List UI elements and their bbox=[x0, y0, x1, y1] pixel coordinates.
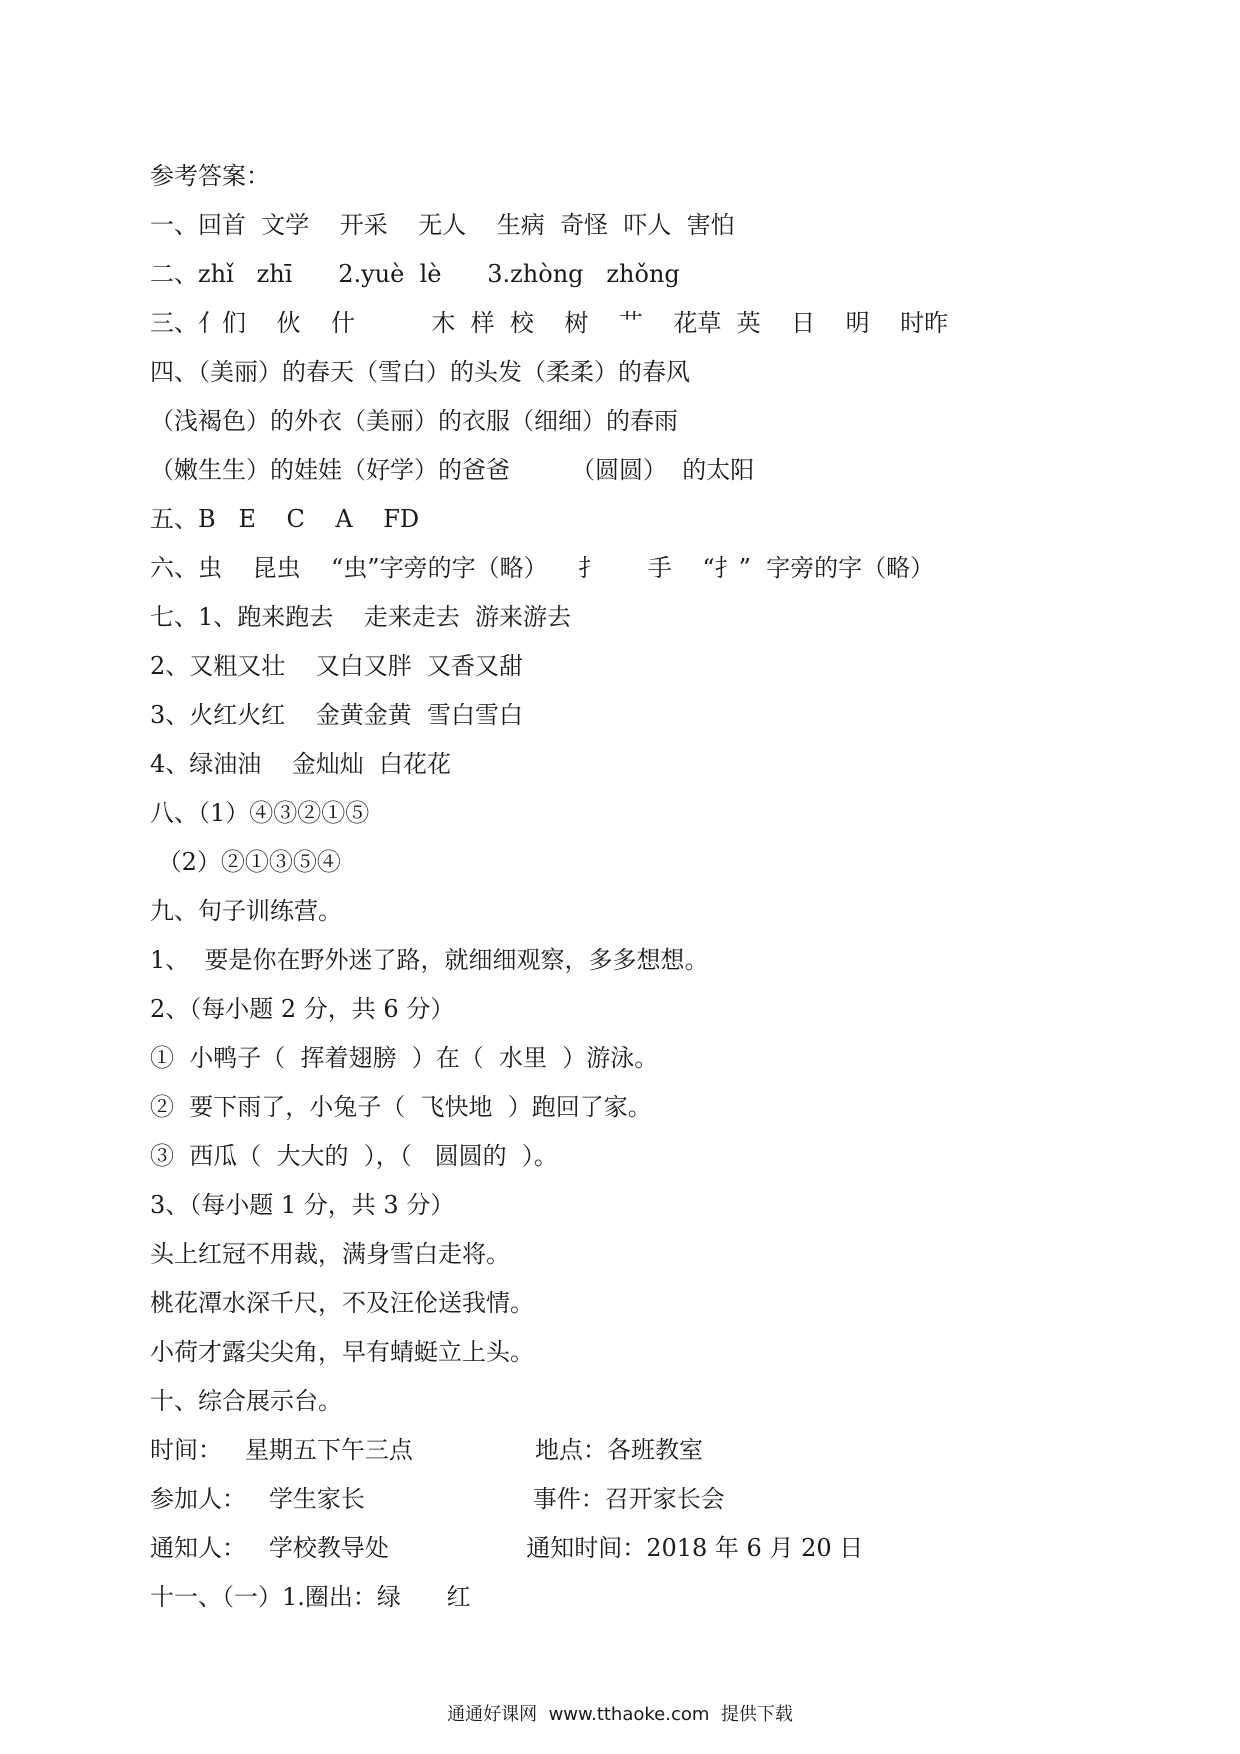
answer-line: 4、绿油油 金灿灿 白花花 bbox=[150, 750, 452, 778]
answer-line: 时间： 星期五下午三点 地点：各班教室 bbox=[150, 1436, 703, 1464]
answer-line: 八、（1）④③②①⑤ bbox=[150, 799, 370, 827]
answer-line: 三、亻们 伙 什 木 样 校 树 艹 花草 英 日 明 时昨 bbox=[150, 309, 949, 337]
answer-line: 1、 要是你在野外迷了路，就细细观察，多多想想。 bbox=[150, 946, 709, 974]
answer-line: 五、B E C A FD bbox=[150, 505, 420, 533]
answer-line: （嫩生生）的娃娃（好学）的爸爸 （圆圆） 的太阳 bbox=[150, 456, 755, 484]
answer-line: ① 小鸭子（ 挥着翅膀 ）在（ 水里 ）游泳。 bbox=[150, 1044, 659, 1072]
answer-line: ③ 西瓜（ 大大的 ），（ 圆圆的 ）。 bbox=[150, 1142, 558, 1170]
answer-line: 一、回首 文学 开采 无人 生病 奇怪 吓人 害怕 bbox=[150, 211, 735, 239]
answer-line: 通知人： 学校教导处 通知时间：2018 年 6 月 20 日 bbox=[150, 1534, 864, 1562]
answer-line: （2）②①③⑤④ bbox=[150, 848, 341, 876]
answer-line: 十、综合展示台。 bbox=[150, 1387, 342, 1415]
answer-line: 四、（美丽）的春天（雪白）的头发（柔柔）的春风 bbox=[150, 358, 690, 386]
answer-line: 六、虫 昆虫 “虫”字旁的字（略） 扌 手 “扌” 字旁的字（略） bbox=[150, 554, 935, 582]
answer-line: 七、1、跑来跑去 走来走去 游来游去 bbox=[150, 603, 572, 631]
answer-line: 十一、（一）1.圈出：绿 红 bbox=[150, 1583, 471, 1611]
answer-line: 参加人： 学生家长 事件：召开家长会 bbox=[150, 1485, 725, 1513]
answer-line: 桃花潭水深千尺，不及汪伦送我情。 bbox=[150, 1289, 534, 1317]
answer-line: 3、火红火红 金黄金黄 雪白雪白 bbox=[150, 701, 524, 729]
answer-line: 2、（每小题 2 分，共 6 分） bbox=[150, 995, 455, 1023]
answer-line: （浅褐色）的外衣（美丽）的衣服（细细）的春雨 bbox=[150, 407, 678, 435]
footer-credit: 通通好课网 www.tthaoke.com 提供下载 bbox=[447, 1704, 793, 1725]
answer-line: 九、句子训练营。 bbox=[150, 897, 342, 925]
answer-line: ② 要下雨了，小兔子（ 飞快地 ）跑回了家。 bbox=[150, 1093, 652, 1121]
answer-line: 二、zhǐ zhī 2.yuè lè 3.zhòng zhǒng bbox=[150, 260, 680, 288]
answer-line: 3、（每小题 1 分，共 3 分） bbox=[150, 1191, 455, 1219]
answer-line: 小荷才露尖尖角，早有蜻蜓立上头。 bbox=[150, 1338, 534, 1366]
answer-line: 2、又粗又壮 又白又胖 又香又甜 bbox=[150, 652, 524, 680]
answer-line: 头上红冠不用裁，满身雪白走将。 bbox=[150, 1240, 510, 1268]
answer-heading: 参考答案： bbox=[150, 162, 270, 190]
